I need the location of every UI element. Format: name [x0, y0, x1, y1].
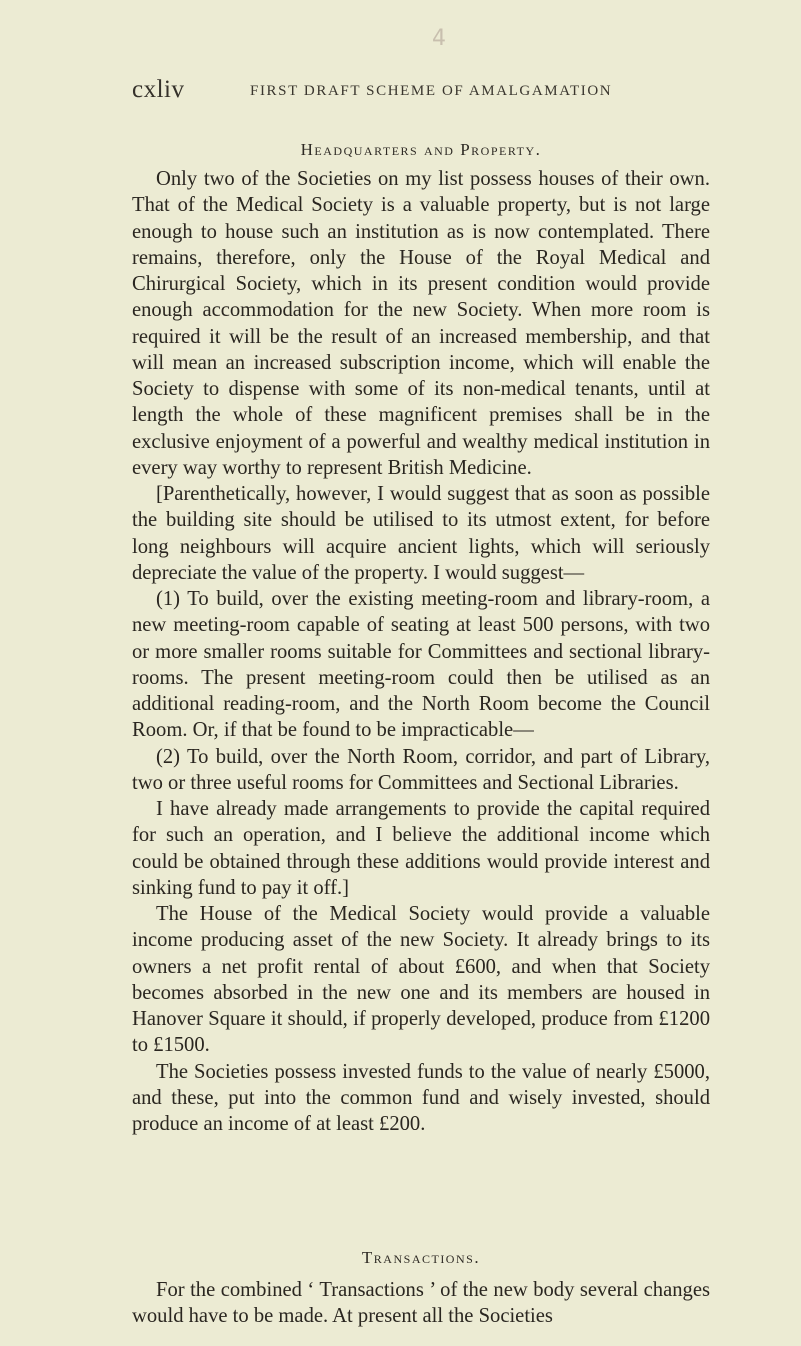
paragraph: For the combined ‘ Transactions ’ of the new body several changes would have to be made. At present all the Societies: [132, 1279, 710, 1328]
paragraph: I have already made arrangements to provide the capital required for such an operation, and I believe the additional income which could be obtained through these additions would provide interest and sinking fund to pay it off.]: [132, 798, 710, 899]
pencil-mark: 4: [432, 26, 446, 51]
page-header: [132, 76, 672, 106]
section-body-headquarters: [132, 166, 710, 1137]
section-heading-headquarters: Headquarters and Property.: [300, 140, 542, 159]
paragraph: (2) To build, over the North Room, corridor, and part of Library, two or three useful rooms for Committees and Sectional Libraries.: [132, 745, 710, 794]
paragraph: The Societies possess invested funds to the value of nearly £5000, and these, put into the common fund and wisely invested, should produce an income of at least £200.: [132, 1060, 710, 1135]
running-title: FIRST DRAFT SCHEME OF AMALGAMATION: [250, 83, 613, 99]
paragraph: [Parenthetically, however, I would suggest that as soon as possible the building site should be utilised to its utmost extent, for before long neighbours will acquire ancient lights, which will seriously depreciate the value of the property. I would suggest—: [132, 483, 710, 584]
section-body-transactions: [132, 1277, 710, 1330]
section-heading-transactions: Transactions.: [361, 1248, 481, 1267]
paragraph: The House of the Medical Society would provide a valuable income producing asset of the new Society. It already brings to its owners a net profit rental of about £600, and when that Society becomes absorbed in the new one and its members are housed in Hanover Square it should, if properly developed, produce from £1200 to £1500.: [132, 903, 710, 1057]
paragraph: (1) To build, over the existing meeting-room and library-room, a new meeting-room capable of seating at least 500 persons, with two or more smaller rooms suitable for Committees and sectional library-rooms. The present meeting-room could then be utilised as an additional reading-room, and the North Room become the Council Room. Or, if that be found to be impracticable—: [132, 588, 710, 742]
page-number: cxliv: [132, 76, 185, 103]
paragraph: Only two of the Societies on my list possess houses of their own. That of the Medical Society is a valuable property, but is not large enough to house such an institution as is now contemplated. There remains, therefore, only the House of the Royal Medical and Chirurgical Society, which in its present condition would provide enough accommodation for the new Society. When more room is required it will be the result of an increased membership, and that will mean an increased subscription income, which will enable the Society to dispense with some of its non-medical tenants, until at length the whole of these magnificent premises shall be in the exclusive enjoyment of a powerful and wealthy medical institution in every way worthy to represent British Medicine.: [132, 168, 710, 479]
